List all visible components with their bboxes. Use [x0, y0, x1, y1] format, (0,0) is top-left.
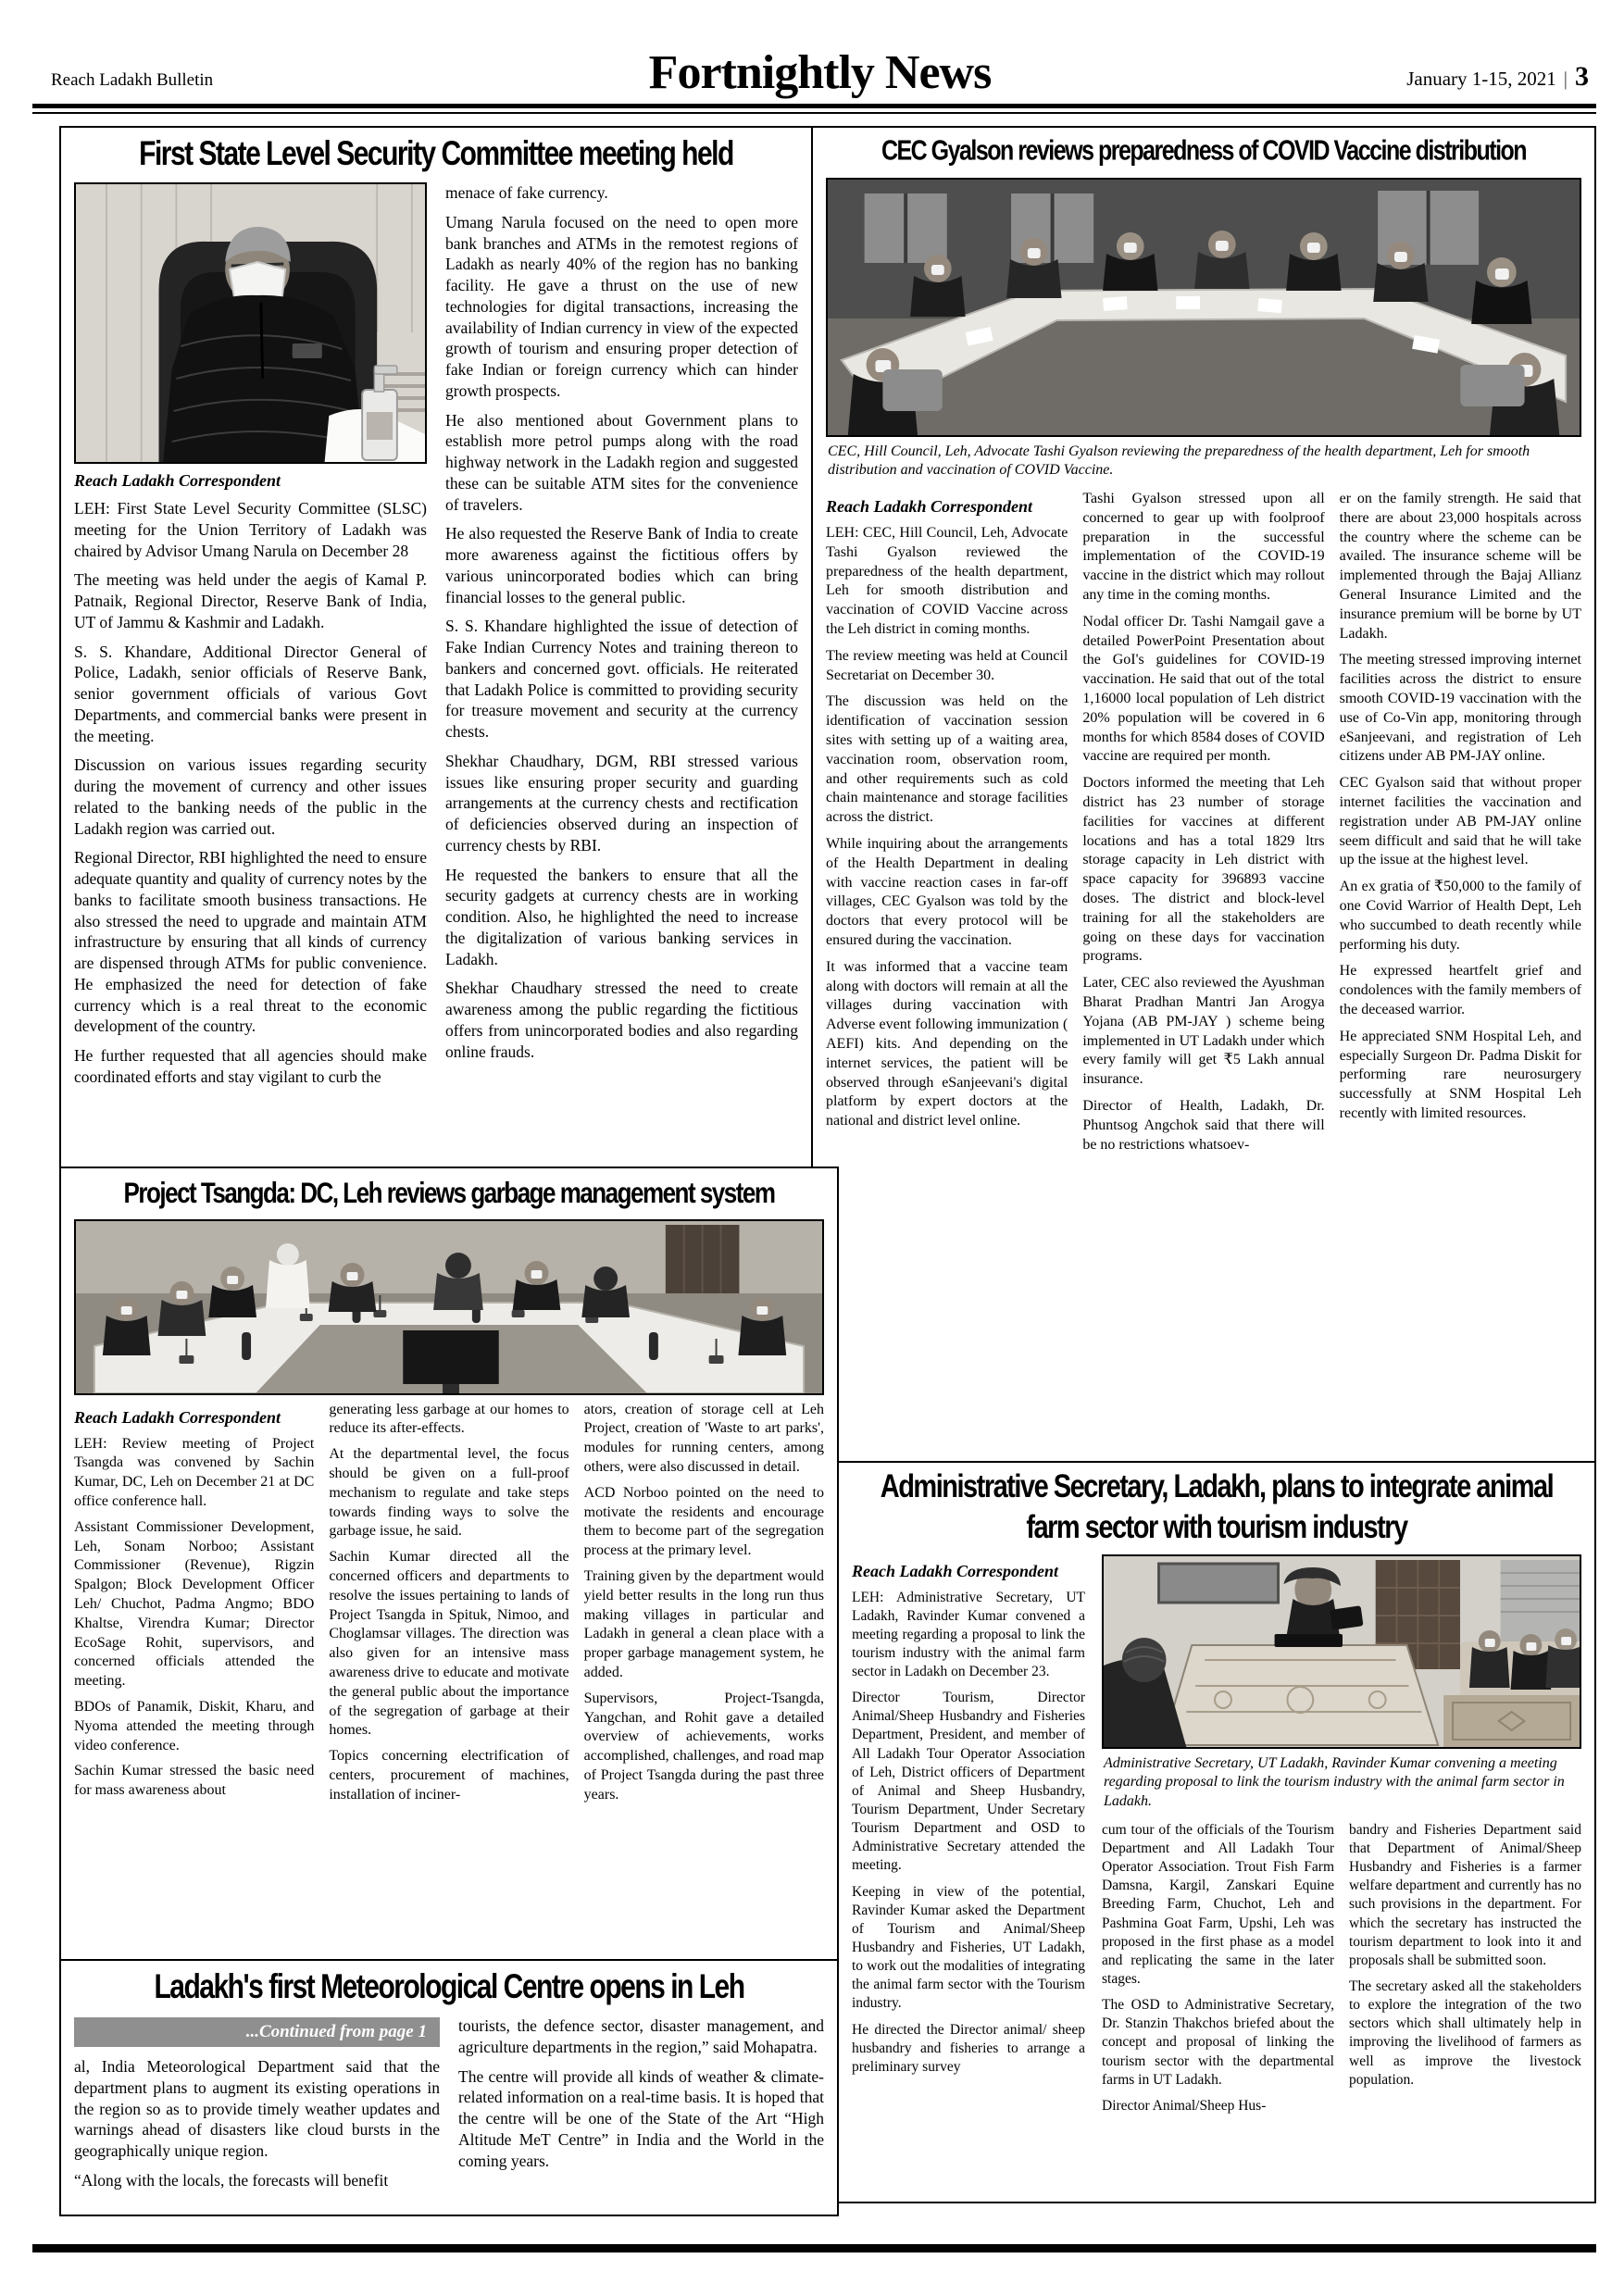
paragraph: The meeting stressed improving internet facilities across the district to ensure smooth COVID-19 vaccination with the use of Co-Vin app, monitoring through eSanjeevani, and registration of Leh citizens under AB PM-JAY online.	[1339, 652, 1581, 765]
article-animal-farm-tourism	[837, 1461, 1596, 2203]
paragraph: bandry and Fisheries Department said that Department of Animal/Sheep Husbandry and Fisheries is a farmer welfare department and currently has no such provisions in the department. For which the secretary has instructed the tourism department to look into it and proposals shall be submitted soon.	[1349, 1821, 1581, 1968]
byline: Reach Ladakh Correspondent	[74, 471, 281, 490]
paragraph: The review meeting was held at Council Secretariat on December 30.	[826, 647, 1068, 683]
separator: |	[1563, 68, 1568, 90]
byline: Reach Ladakh Correspondent	[826, 497, 1033, 517]
photo-illustration	[1104, 1556, 1580, 1747]
masthead	[51, 39, 1589, 99]
article-column	[445, 182, 798, 1070]
paragraph: An ex gratia of ₹50,000 to the family of one Covid Warrior of Health Dept, Leh who succumbed to death recently while performing his duty.	[1339, 879, 1581, 953]
article-column	[458, 2015, 824, 2179]
article-column	[74, 1401, 314, 1807]
paragraph: CEC Gyalson said that without proper internet facilities the vaccination and registration under AB PM-JAY online seem difficult and said that he will take up the issue at the highest level.	[1339, 775, 1581, 868]
paragraph: He expressed heartfelt grief and condolences with the family members of the deceased warrior.	[1339, 963, 1581, 1018]
paragraph: He also mentioned about Government plans to establish more petrol pumps along with the road highway network in the Ladakh region and suggested these can be suitable ATM sites for the convenience of travelers.	[445, 410, 798, 514]
photo-illustration	[828, 180, 1580, 435]
paragraph: Training given by the department would yield better results in the long run thus making villages in particular and Ladakh in general a clean place with a proper garbage management system, he added.	[583, 1567, 824, 1680]
article-column	[74, 182, 427, 1096]
byline: Reach Ladakh Correspondent	[852, 1561, 1059, 1580]
paragraph: “Along with the locals, the forecasts will benefit	[74, 2170, 389, 2190]
article-project-tsangda	[59, 1167, 839, 1961]
paragraph: al, India Meteorological Department said that the department plans to augment its existing operations in the region so as to provide timely weather updates and warnings ahead of disasters like cloud bursts in the geographically unique region.	[74, 2057, 440, 2160]
article-column	[329, 1401, 568, 1812]
issue-date: January 1-15, 2021	[1406, 68, 1556, 90]
paragraph: The discussion was held on the identification of vaccination session sites with setting up of a waiting area, vaccination room, observation room, and other requirements such as cold chain maintenance and storage facilities across the district.	[826, 693, 1068, 826]
security-meeting-photo	[74, 182, 427, 464]
article-column	[826, 490, 1068, 1139]
paragraph: LEH: Review meeting of Project Tsangda was convened by Sachin Kumar, DC, Leh on December 21 at DC office conference hall.	[74, 1435, 315, 1509]
paragraph: tourists, the defence sector, disaster management, and agriculture departments in the region,” said Mohapatra.	[458, 2016, 824, 2056]
paragraph: ACD Norboo pointed on the need to motivate the residents and encourage them to become part of the segregation process at the primary level.	[583, 1484, 824, 1559]
article-text-column	[329, 1401, 568, 1805]
paragraph: While inquiring about the arrangements of the Health Department in dealing with vaccine reaction cases in far-off villages, CEC Gyalson was told by the doctors that every protocol will be ensured during the vaccination.	[826, 836, 1068, 949]
article-column	[1082, 490, 1324, 1162]
paragraph: er on the family strength. He said that there are about 23,000 hospitals across the country where the scheme can be availed. The insurance scheme will be implemented through the Bajaj Allianz General Insurance Limited and the insurance premium will be borne by UT Ladakh.	[1339, 491, 1581, 642]
page-footer-rule	[32, 2244, 1596, 2252]
paragraph: He further requested that all agencies should make coordinated efforts and stay vigilant to curb the	[74, 1046, 427, 1086]
article-text-column	[852, 1589, 1085, 2078]
article-text-column	[1082, 490, 1324, 1154]
article-security-committee	[59, 126, 813, 1168]
paragraph: He requested the bankers to ensure that all the security gadgets at currency chests are in working condition. Also, he highlighted the need to increase the digitalization of various banking services in Ladakh.	[445, 865, 798, 968]
paragraph: Discussion on various issues regarding security during the movement of currency and other issues related to the banking needs of the public in the Ladakh region was carried out.	[74, 755, 427, 838]
paragraph: Shekhar Chaudhary, DGM, RBI stressed various issues like ensuring proper security and guarding arrangements at the currency chests and rectification of deficiencies observed during an inspection of currency chests by RBI.	[445, 751, 798, 855]
article-text-column	[74, 1435, 314, 1801]
paragraph: It was informed that a vaccine team along with doctors will remain at all the villages during vaccination with Adverse event following immunization ( AEFI) kits. And depending on the internet services, the patient will be observed through eSanjeevani's digital platform by expert doctors at the national and district level online.	[826, 958, 1068, 1129]
article-column	[852, 1554, 1085, 2085]
continued-from-banner: ...Continued from page 1	[74, 2017, 440, 2047]
article-column	[1340, 490, 1581, 1131]
publication-name: Reach Ladakh Bulletin	[51, 70, 214, 90]
paragraph: The OSD to Administrative Secretary, Dr. Stanzin Thakchos briefed about the concept and proposal of linking the tourism sector with the departmental farms in UT Ladakh.	[1102, 1997, 1334, 2088]
paragraph: Director Tourism, Director Animal/Sheep Husbandry and Fisheries Department, President, and member of All Ladakh Tour Operator Association of Leh, District officers of Department of Animal and Sheep Husbandry, Tourism Department, Under Secretary Tourism Department and OSD to Administrative Secretary attended the meeting.	[852, 1690, 1085, 1874]
paragraph: BDOs of Panamik, Diskit, Kharu, and Nyoma attended the meeting through video conference.	[74, 1698, 315, 1753]
paragraph: Regional Director, RBI highlighted the need to ensure adequate quantity and quality of currency notes by the banks to facilitate smooth business transactions. He also stressed the need to upgrade and maintain ATM infrastructure by ensuring that all kinds of currency are dispensed through ATMs for public convenience. He emphasized the need for detection of fake currency which is a real threat to the economic development of the country.	[74, 848, 427, 1036]
paragraph: Umang Narula focused on the need to open more bank branches and ATMs in the remotest regions of Ladakh as nearly 40% of the region has no banking facility. He gave a thrust on the use of new technologies for digital transactions, increasing the availability of Indian currency in view of the expected growth of tourism and ensuring proper detection of fake Indian or foreign currency which can hinder growth prospects.	[445, 212, 798, 400]
article-text-column	[74, 2056, 440, 2191]
paragraph: The meeting was held under the aegis of Kamal P. Patnaik, Regional Director, Reserve Bank of India, UT of Jammu & Kashmir and Ladakh.	[74, 570, 427, 631]
article-text-column	[458, 2015, 824, 2171]
article-met-centre	[59, 1959, 839, 2216]
article-text-column	[1102, 1821, 1334, 2115]
paragraph: Doctors informed the meeting that Leh district has 23 number of storage facilities for vaccines at different locations and has a total 1829 ltrs storage capacity in Leh district with space capacity for 396893 vaccine doses. The district and block-level training for all the stakeholders are going on these days for vaccination programs.	[1082, 775, 1325, 965]
paragraph: Sachin Kumar stressed the basic need for mass awareness about	[74, 1763, 315, 1799]
paragraph: Assistant Commissioner Development, Leh, Sonam Norboo; Assistant Commissioner (Revenue), Rigzin Spalgon; Block Development Officer Leh/ Chuchot, Padma Angmo; BDO Khaltse, Virendra Kumar; Director EcoSage Rohit, supervisors, and concerned officials attended the meeting.	[74, 1518, 315, 1690]
photo-illustration	[76, 1221, 822, 1393]
paragraph: S. S. Khandare highlighted the issue of detection of Fake Indian Currency Notes and training thereon to bankers and concerned govt. officials. He reiterated that Ladakh Police is committed to providing security for treasure movement and security at the currency chests.	[445, 617, 798, 741]
paragraph: Shekhar Chaudhary stressed the need to create awareness among the public regarding the fictitious offers from unincorporated bodies and also regarding online frauds.	[445, 979, 798, 1061]
article-headline: First State Level Security Committee meeting held	[139, 135, 733, 173]
paragraph: The secretary asked all the stakeholders to explore the integration of the two sectors which shall ultimately help in improving the livelihood of farmers as well as improve the livestock population.	[1349, 1978, 1581, 2088]
article-headline: Ladakh's first Meteorological Centre opens in Leh	[154, 1968, 744, 2006]
article-column	[584, 1401, 824, 1812]
paragraph: He also requested the Reserve Bank of India to create more awareness against the fictitious offers by various unincorporated bodies which can bring financial losses to the general public.	[445, 524, 798, 606]
paragraph: Topics concerning electrification of centers, procurement of machines, installation of inciner-	[329, 1748, 569, 1803]
byline: Reach Ladakh Correspondent	[74, 1407, 281, 1427]
paragraph: He directed the Director animal/ sheep husbandry and fisheries to arrange a preliminary survey	[852, 2021, 1085, 2075]
paragraph: Keeping in view of the potential, Ravinder Kumar asked the Department of Tourism and Animal/Sheep Husbandry and Fisheries, UT Ladakh, to work out the modalities of integrating the animal farm sector with the Tourism industry.	[852, 1883, 1085, 2012]
photo-caption: Administrative Secretary, UT Ladakh, Ravinder Kumar convening a meeting regarding proposal to link the tourism industry with the animal farm sector in Ladakh.	[1104, 1754, 1565, 1810]
article-text-column	[584, 1401, 824, 1805]
paragraph: Sachin Kumar directed all the concerned officers and departments to resolve the issues pertaining to lands of Project Tsangda in Spituk, Nimoo, and Choglamsar villages. The direction was also given for an intensive mass awareness drive to educate and motivate the general public about the importance of the segregation of garbage at their homes.	[329, 1549, 569, 1739]
article-column	[74, 2015, 440, 2200]
article-headline: Administrative Secretary, Ladakh, plans to integrate animal farm sector with tourism industry	[880, 1468, 1554, 1546]
newspaper-title: Fortnightly News	[648, 46, 992, 99]
issue-info	[1406, 61, 1589, 93]
paragraph: LEH: CEC, Hill Council, Leh, Advocate Tashi Gyalson reviewed the preparedness of the health department, Leh for smooth distribution and vaccination of COVID Vaccine across the Leh district in coming months.	[826, 525, 1068, 638]
photo-caption: CEC, Hill Council, Leh, Advocate Tashi Gyalson reviewing the preparedness of the health department, Leh for smooth distribution and vaccination of COVID Vaccine.	[828, 443, 1530, 479]
paragraph: Director Animal/Sheep Hus-	[1102, 2097, 1267, 2114]
paragraph: LEH: Administrative Secretary, UT Ladakh, Ravinder Kumar convened a meeting regarding a proposal to link the tourism industry with the animal farm sector in Ladakh on December 23.	[852, 1589, 1085, 1680]
paragraph: S. S. Khandare, Additional Director General of Police, Ladakh, senior officials of Reserve Bank, senior government officials of various Govt Departments, and commercial banks were present in the meeting.	[74, 642, 427, 745]
article-headline: Project Tsangda: DC, Leh reviews garbage management system	[123, 1175, 775, 1210]
paragraph: Director of Health, Ladakh, Dr. Phuntsog Angchok said that there will be no restrictions whatsoev-	[1082, 1098, 1325, 1153]
covid-review-meeting-photo	[826, 178, 1581, 437]
article-column	[1349, 1821, 1581, 2097]
article-column	[1102, 1821, 1334, 2123]
paragraph: Tashi Gyalson stressed upon all concerned to gear up with foolproof preparation in the successful implementation of the COVID-19 vaccine in the district which may rollout any time in the coming months.	[1082, 491, 1325, 604]
article-text-column	[74, 498, 427, 1088]
tsangda-meeting-photo	[74, 1219, 824, 1395]
paragraph: menace of fake currency.	[445, 183, 608, 202]
article-text-column	[1340, 490, 1581, 1124]
paragraph: Later, CEC also reviewed the Ayushman Bharat Pradhan Mantri Jan Arogya Yojana (AB PM-JAY ) scheme being implemented in UT Ladakh under which every family will get ₹5 Lakh annual insurance.	[1082, 975, 1325, 1088]
article-text-column	[445, 182, 798, 1062]
article-text-column	[1349, 1821, 1581, 2090]
paragraph: ators, creation of storage cell at Leh Project, creation of 'Waste to art parks', modules for running centers, among others, were also discussed in detail.	[583, 1401, 824, 1475]
paragraph: He appreciated SNM Hospital Leh, and especially Surgeon Dr. Padma Diskit for performing rare neurosurgery successfully at SNM Hospital Leh recently with limited resources.	[1339, 1028, 1581, 1121]
paragraph: Nodal officer Dr. Tashi Namgail gave a detailed PowerPoint Presentation about the GoI's guidelines for COVID-19 vaccination. He said that out of the total 1,16000 local population of Leh district 20% population will be covered in 6 months for which 8584 doses of COVID vaccine are required per month.	[1082, 613, 1325, 765]
tourism-meeting-photo	[1102, 1554, 1581, 1749]
article-covid-vaccine	[811, 126, 1596, 1463]
page-number: 3	[1575, 61, 1589, 92]
paragraph: cum tour of the officials of the Tourism Department and All Ladakh Tour Operator Association. Trout Fish Farm Damsna, Kargil, Zanskari Equine Breeding Farm, Chuchot, Leh and Pashmina Goat Farm, Upshi, Leh was proposed in the first phase as a model and replicating the same in the later stages.	[1102, 1821, 1334, 1988]
paragraph: Supervisors, Project-Tsangda, Yangchan, and Rohit gave a detailed overview of achievements, works accomplished, challenges, and road map of Project Tsangda during the past three years.	[583, 1690, 824, 1803]
article-headline: CEC Gyalson reviews preparedness of COVID Vaccine distribution	[881, 134, 1527, 167]
paragraph: generating less garbage at our homes to reduce its after-effects.	[329, 1401, 569, 1437]
masthead-rule	[32, 104, 1596, 114]
article-text-column	[826, 524, 1068, 1131]
paragraph: At the departmental level, the focus should be given on a full-proof mechanism to regulate and take steps towards finding ways to solve the garbage issue, he said.	[329, 1446, 569, 1540]
paragraph: LEH: First State Level Security Committee (SLSC) meeting for the Union Territory of Ladakh was chaired by Advisor Umang Narula on December 28	[74, 499, 427, 560]
paragraph: The centre will provide all kinds of weather & climate-related information on a real-time basis. It is hoped that the centre will be one of the State of the Art “High Altitude MeT Centre” in India and the World in the coming years.	[458, 2066, 824, 2170]
photo-illustration	[76, 184, 425, 462]
